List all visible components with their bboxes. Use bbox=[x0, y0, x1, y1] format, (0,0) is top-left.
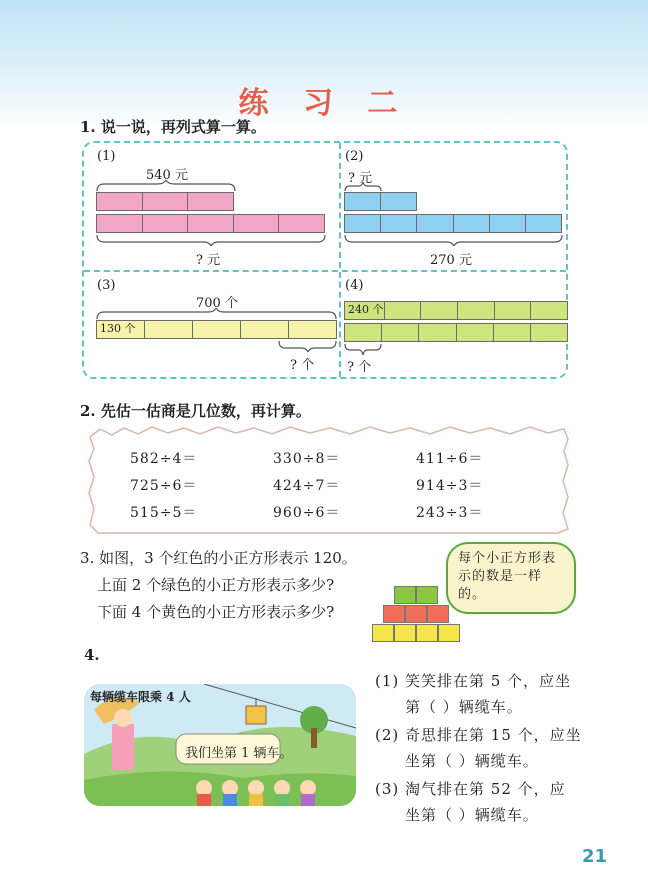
p4-bottom-bar bbox=[344, 323, 568, 342]
red-square bbox=[427, 605, 449, 623]
p1-short-bar bbox=[96, 192, 234, 211]
hint-bubble: 每个小正方形表示的数是一样的。 bbox=[446, 542, 576, 614]
yellow-square bbox=[372, 624, 394, 642]
q4-number: 4. bbox=[84, 646, 100, 664]
p3-bottom-label: ? 个 bbox=[290, 358, 315, 373]
p2-short-bar bbox=[344, 192, 417, 211]
answer-3-line1: (3) 淘气排在第 52 个，应 bbox=[375, 780, 566, 798]
p2-top-brace bbox=[344, 182, 382, 192]
p4-cell-label: 240 个 bbox=[345, 302, 385, 319]
p4-number: (4) bbox=[345, 278, 364, 293]
p3-number: (3) bbox=[97, 278, 116, 293]
p2-bottom-label: 270 元 bbox=[430, 253, 472, 268]
p3-bar bbox=[96, 320, 337, 339]
p2-long-bar bbox=[344, 214, 562, 233]
page-title: 练 习 二 bbox=[238, 86, 410, 121]
equation: 411÷6＝ bbox=[416, 451, 484, 467]
q3-line3: 下面 4 个黄色的小正方形表示多少? bbox=[97, 603, 335, 621]
yellow-square bbox=[416, 624, 438, 642]
equation: 515÷5＝ bbox=[130, 505, 198, 521]
equation: 243÷3＝ bbox=[416, 505, 484, 521]
answer-2-line1: (2) 奇思排在第 15 个，应坐 bbox=[375, 726, 582, 744]
p1-long-bar bbox=[96, 214, 325, 233]
speech-bubble-text: 我们坐第 1 辆车。 bbox=[185, 746, 293, 761]
yellow-square bbox=[394, 624, 416, 642]
answer-1-line1: (1) 笑笑排在第 5 个，应坐 bbox=[375, 672, 572, 690]
green-square bbox=[394, 586, 416, 604]
green-square bbox=[416, 586, 438, 604]
q1-horizontal-divider bbox=[84, 270, 566, 272]
p1-bottom-label: ? 元 bbox=[196, 253, 221, 268]
cable-car-sign: 每辆缆车限乘 4 人 bbox=[90, 690, 191, 704]
answer-2-line2: 坐第（ ）辆缆车。 bbox=[405, 752, 539, 770]
p3-cell-label: 130 个 bbox=[97, 321, 145, 338]
p2-top-label: ? 元 bbox=[348, 171, 373, 186]
equation: 914÷3＝ bbox=[416, 478, 484, 494]
p1-top-brace bbox=[96, 180, 236, 192]
equation: 582÷4＝ bbox=[130, 451, 198, 467]
p2-number: (2) bbox=[345, 149, 364, 164]
equation: 424÷7＝ bbox=[273, 478, 341, 494]
equation: 330÷8＝ bbox=[273, 451, 341, 467]
answer-3-line2: 坐第（ ）辆缆车。 bbox=[405, 806, 539, 824]
p3-bottom-brace bbox=[278, 340, 338, 352]
p4-top-bar bbox=[344, 301, 568, 320]
p3-top-label: 700 个 bbox=[196, 296, 238, 311]
p3-top-brace bbox=[96, 308, 338, 320]
p4-bottom-brace bbox=[344, 343, 382, 355]
q3-line1: 3. 如图，3 个红色的小正方形表示 120。 bbox=[80, 549, 357, 567]
equation: 960÷6＝ bbox=[273, 505, 341, 521]
equation: 725÷6＝ bbox=[130, 478, 198, 494]
answer-1-line2: 第（ ）辆缆车。 bbox=[405, 698, 523, 716]
page-number: 21 bbox=[582, 846, 608, 867]
p2-bottom-brace bbox=[344, 234, 564, 246]
q3-line2: 上面 2 个绿色的小正方形表示多少? bbox=[97, 576, 335, 594]
p1-number: (1) bbox=[97, 149, 116, 164]
q2-prompt: 2. 先估一估商是几位数，再计算。 bbox=[80, 402, 311, 420]
red-square bbox=[405, 605, 427, 623]
p1-top-label: 540 元 bbox=[146, 168, 188, 183]
q1-prompt: 1. 说一说，再列式算一算。 bbox=[80, 118, 266, 136]
p1-bottom-brace bbox=[96, 234, 326, 246]
q1-vertical-divider bbox=[339, 143, 341, 377]
yellow-square bbox=[438, 624, 460, 642]
p4-bottom-label: ? 个 bbox=[347, 360, 372, 375]
red-square bbox=[383, 605, 405, 623]
